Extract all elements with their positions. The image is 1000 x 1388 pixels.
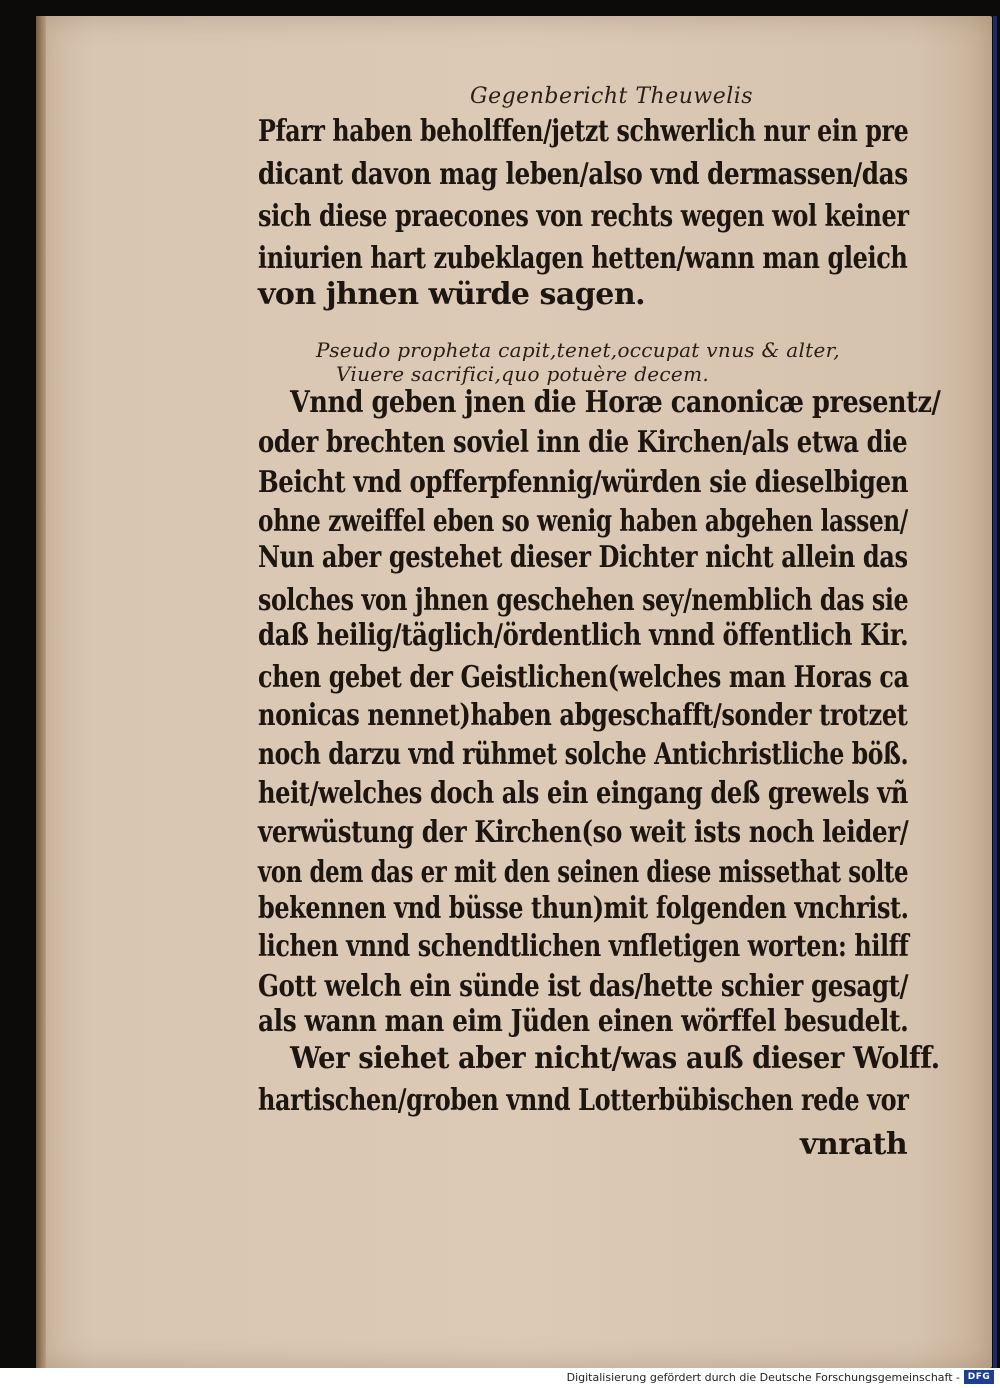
text-line: von dem das er mit den seinen diese missethat solte <box>258 855 909 890</box>
footer-bar <box>0 1368 1000 1388</box>
text-line: von jhnen würde sagen. <box>258 277 646 312</box>
text-line: lichen vnnd schendtlichen vnfletigen worten: hilff <box>258 929 909 964</box>
text-line: solches von jhnen geschehen sey/nemblich das sie <box>258 583 909 618</box>
text-line: iniurien hart zubeklagen hetten/wann man gleich <box>258 241 908 276</box>
text-line: Wer siehet aber nicht/was auß dieser Wolff. <box>290 1041 940 1076</box>
page-gutter <box>36 16 46 1368</box>
latin-line: Viuere sacrifici,quo potuère decem. <box>336 362 709 386</box>
text-line: sich diese praecones von rechts wegen wol keiner <box>258 199 909 234</box>
latin-line: Pseudo propheta capit,tenet,occupat vnus & alter, <box>316 338 840 362</box>
text-line: verwüstung der Kirchen(so weit ists noch leider/ <box>258 815 909 850</box>
text-line: heit/welches doch als ein eingang deß grewels vñ <box>258 776 908 811</box>
text-line: daß heilig/täglich/ördentlich vnnd öffentlich Kir. <box>258 618 909 653</box>
text-line: bekennen vnd büsse thun)mit folgenden vnchrist. <box>258 891 909 926</box>
running-header: Gegenbericht Theuwelis <box>470 84 754 109</box>
text-line: chen gebet der Geistlichen(welches man Horas ca <box>258 660 909 695</box>
text-line: noch darzu vnd rühmet solche Antichristliche böß. <box>258 737 909 772</box>
text-line: Pfarr haben beholffen/jetzt schwerlich nur ein pre <box>258 114 909 149</box>
text-line: Nun aber gestehet dieser Dichter nicht allein das <box>258 540 908 575</box>
text-line: als wann man eim Jüden einen wörffel besudelt. <box>258 1004 909 1039</box>
text-line: Gott welch ein sünde ist das/hette schier gesagt/ <box>258 969 909 1004</box>
text-line: oder brechten soviel inn die Kirchen/als etwa die <box>258 425 908 460</box>
text-line: hartischen/groben vnnd Lotterbübischen rede vor <box>258 1083 909 1118</box>
text-line: dicant davon mag leben/also vnd dermassen/das <box>258 157 908 192</box>
footer-credit: Digitalisierung gefördert durch die Deutsche Forschungsgemeinschaft - <box>566 1371 960 1384</box>
text-line: Vnnd geben jnen die Horæ canonicæ presentz/ <box>290 385 941 420</box>
scan-edge-strip <box>993 16 997 1368</box>
text-line: Beicht vnd opfferpfennig/würden sie dieselbigen <box>258 465 909 500</box>
dfg-logo: DFG <box>964 1370 994 1384</box>
text-line: ohne zweiffel eben so wenig haben abgehen lassen/ <box>258 504 908 539</box>
catchword: vnrath <box>800 1127 908 1162</box>
text-line: nonicas nennet)haben abgeschafft/sonder trotzet <box>258 698 908 733</box>
